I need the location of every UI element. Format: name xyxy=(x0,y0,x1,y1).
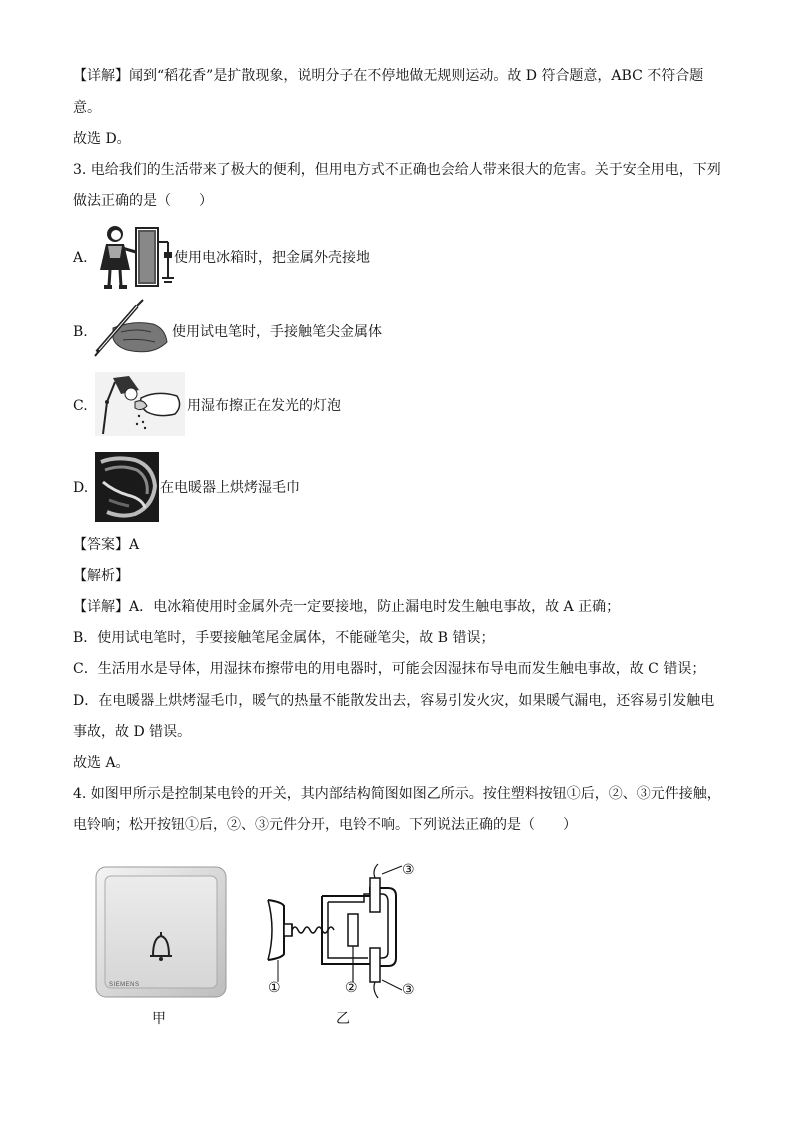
option-text: 使用电冰箱时，把金属外壳接地 xyxy=(174,250,370,266)
heater-towel-icon xyxy=(95,452,159,526)
q3-option-a[interactable] xyxy=(73,222,473,294)
figure-yi-structure xyxy=(262,862,422,1002)
prev-choose: 故选 D。 xyxy=(73,131,131,147)
q3-choose: 故选 A。 xyxy=(73,755,130,771)
q3-answer: 【答案】A xyxy=(73,537,140,553)
q3-option-d[interactable] xyxy=(73,452,473,524)
option-letter: B. xyxy=(73,324,88,340)
q3-stem-line-2: 做法正确的是（ ） xyxy=(73,193,213,209)
label-button-1: ① xyxy=(268,980,281,996)
option-text: 使用试电笔时，手接触笔尖金属体 xyxy=(172,324,382,340)
q3-detail-line-5: 事故，故 D 错误。 xyxy=(73,724,192,740)
label-element-3-bottom: ③ xyxy=(402,982,415,998)
prev-detail-line-1: 【详解】闻到“稻花香”是扩散现象，说明分子在不停地做无规则运动。故 D 符合题意，ABC 不符合题 xyxy=(73,68,704,84)
q3-detail-line-4: D．在电暖器上烘烤湿毛巾，暖气的热量不能散发出去，容易引发火灾，如果暖气漏电，还容易引发触电 xyxy=(73,693,715,709)
option-text: 在电暖器上烘烤湿毛巾 xyxy=(160,480,300,496)
q3-detail-line-2: B．使用试电笔时，手要接触笔尾金属体，不能碰笔尖，故 B 错误； xyxy=(73,630,495,646)
figure-jia-bell-switch xyxy=(95,866,227,998)
test-pen-hand-icon xyxy=(93,298,169,364)
option-text: 用湿布擦正在发光的灯泡 xyxy=(187,398,341,414)
q3-stem-line-1: 3. 电给我们的生活带来了极大的便利，但用电方式不正确也会给人带来很大的危害。关于安全用电，下列 xyxy=(73,162,721,178)
label-element-2: ② xyxy=(345,980,358,996)
switch-brand: SIEMENS xyxy=(109,982,140,988)
q3-detail-line-1: 【详解】A．电冰箱使用时金属外壳一定要接地，防止漏电时发生触电事故，故 A 正确； xyxy=(73,599,621,615)
q3-option-b[interactable] xyxy=(73,298,473,358)
q4-stem-line-2: 电铃响；松开按钮①后，②、③元件分开，电铃不响。下列说法正确的是（ ） xyxy=(73,817,577,833)
q4-stem-line-1: 4. 如图甲所示是控制某电铃的开关，其内部结构简图如图乙所示。按住塑料按钮①后，②、③元件接触， xyxy=(73,786,721,802)
figure-jia-caption: 甲 xyxy=(152,1011,166,1027)
q3-detail-line-3: C．生活用水是导体，用湿抹布擦带电的用电器时，可能会因湿抹布导电而发生触电事故，故 C 错误； xyxy=(73,661,706,677)
q3-option-c[interactable] xyxy=(73,372,473,436)
option-letter: A. xyxy=(73,250,88,266)
lamp-wet-cloth-icon xyxy=(95,372,185,440)
q3-analysis-label: 【解析】 xyxy=(73,568,129,584)
option-letter: C. xyxy=(73,398,88,414)
label-element-3-top: ③ xyxy=(402,862,415,878)
prev-detail-line-2: 意。 xyxy=(73,100,101,116)
figure-yi-caption: 乙 xyxy=(336,1011,350,1027)
refrigerator-grounding-icon xyxy=(96,222,174,298)
option-letter: D. xyxy=(73,480,89,496)
